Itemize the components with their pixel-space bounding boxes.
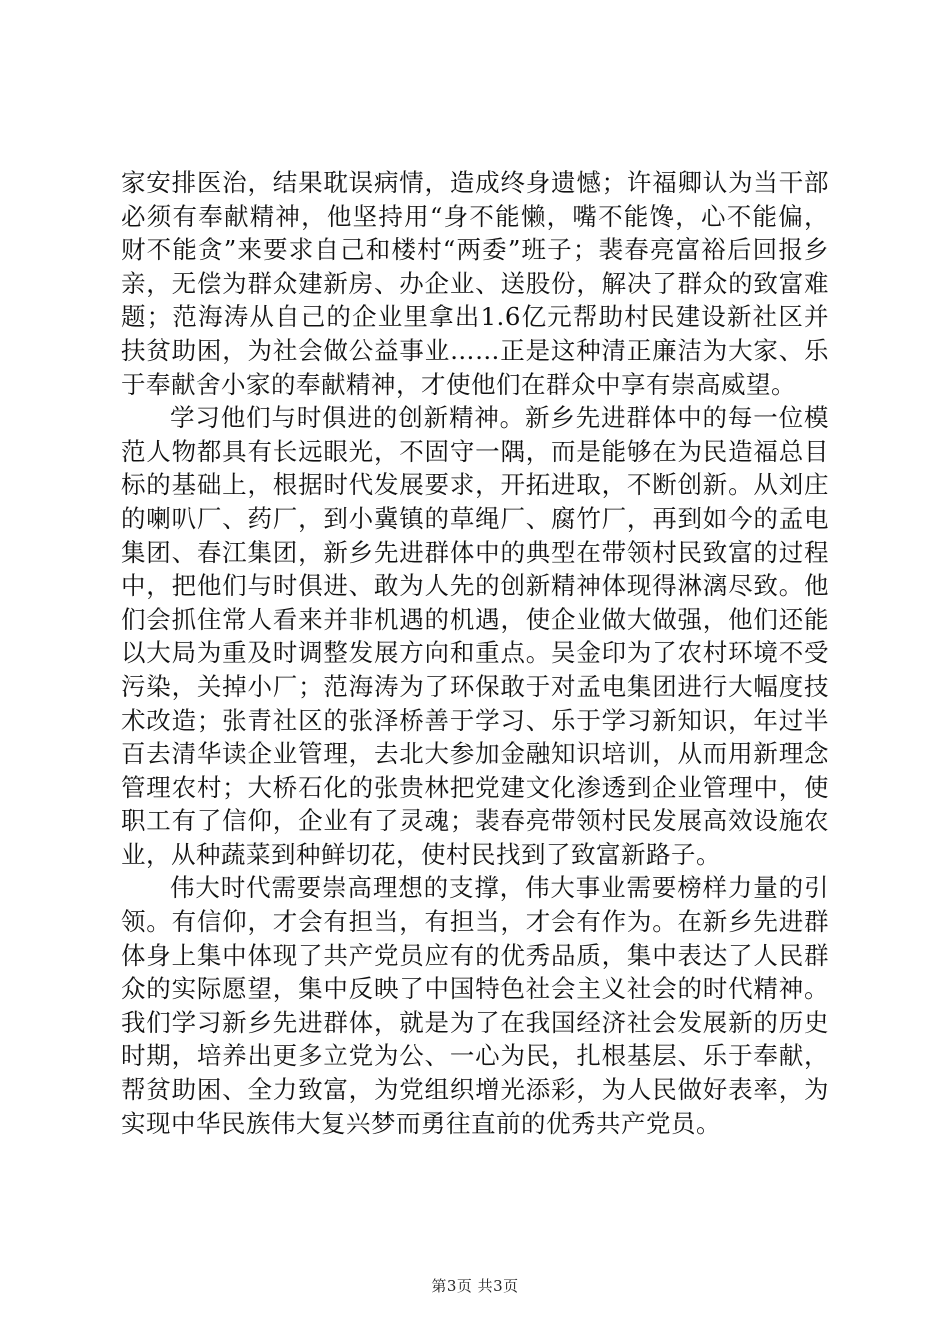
page-footer: 第3页 共3页	[431, 1277, 519, 1295]
body-text	[121, 166, 829, 1140]
paragraph-continuation: 家安排医治，结果耽误病情，造成终身遗憾；许福卿认为当干部必须有奉献精神，他坚持用“身不能懒，嘴不能馋，心不能偏，财不能贪”来要求自己和楼村“两委”班子；裴春亮富裕后回报乡亲，无偿为群众建新房、办企业、送股份，解决了群众的致富难题；范海涛从自己的企业里拿出1.6亿元帮助村民建设新社区并扶贫助困，为社会做公益事业……正是这种清正廉洁为大家、乐于奉献舍小家的奉献精神，才使他们在群众中享有崇高威望。	[121, 168, 829, 399]
paragraph-conclusion: 伟大时代需要崇高理想的支撑，伟大事业需要榜样力量的引领。有信仰，才会有担当，有担当，才会有作为。在新乡先进群体身上集中体现了共产党员应有的优秀品质，集中表达了人民群众的实际愿望，集中反映了中国特色社会主义社会的时代精神。我们学习新乡先进群体，就是为了在我国经济社会发展新的历史时期，培养出更多立党为公、一心为民，扎根基层、乐于奉献，帮贫助困、全力致富，为党组织增光添彩，为人民做好表率，为实现中华民族伟大复兴梦而勇往直前的优秀共产党员。	[121, 873, 829, 1138]
paragraph-innovation-spirit: 学习他们与时俱进的创新精神。新乡先进群体中的每一位模范人物都具有长远眼光，不固守一隅，而是能够在为民造福总目标的基础上，根据时代发展要求，开拓进取，不断创新。从刘庄的喇叭厂、药厂，到小冀镇的草绳厂、腐竹厂，再到如今的孟电集团、春江集团，新乡先进群体中的典型在带领村民致富的过程中，把他们与时俱进、敢为人先的创新精神体现得淋漓尽致。他们会抓住常人看来并非机遇的机遇，使企业做大做强，他们还能以大局为重及时调整发展方向和重点。吴金印为了农村环境不受污染，关掉小厂；范海涛为了环保敢于对孟电集团进行大幅度技术改造；张青社区的张泽桥善于学习、乐于学习新知识，年过半百去清华读企业管理，去北大参加金融知识培训，从而用新理念管理农村；大桥石化的张贵林把党建文化渗透到企业管理中，使职工有了信仰，企业有了灵魂；裴春亮带领村民发展高效设施农业，从种蔬菜到种鲜切花，使村民找到了致富新路子。	[121, 403, 829, 869]
